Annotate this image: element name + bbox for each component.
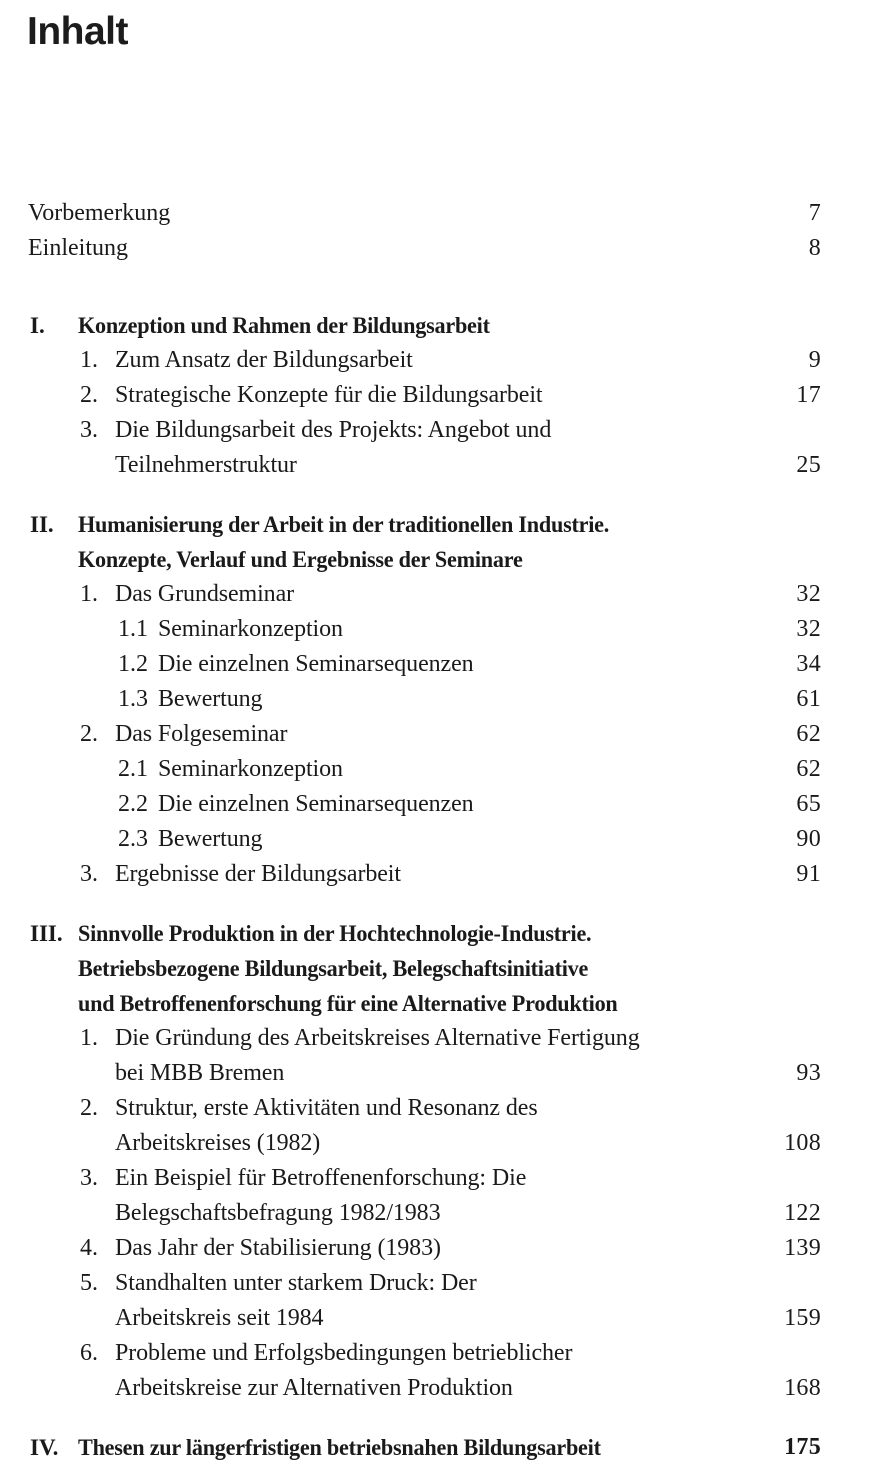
toc-entry-number: 1. — [80, 347, 98, 373]
toc-section-ii — [0, 507, 871, 892]
toc-entry-number: 2. — [80, 382, 98, 408]
toc-entry-page-number: 65 — [796, 791, 821, 817]
toc-entry-front-0[interactable] — [0, 196, 871, 231]
toc-entry-label: Bewertung — [158, 686, 263, 712]
toc-entry-page-number: 62 — [796, 756, 821, 782]
toc-entry-item-1-3[interactable] — [0, 413, 871, 448]
toc-section-heading-row[interactable] — [0, 1430, 871, 1465]
toc-entry-item-3-6[interactable] — [0, 1371, 871, 1406]
toc-entry-label: Zum Ansatz der Bildungsarbeit — [115, 347, 413, 373]
toc-section-numeral: II. — [30, 512, 54, 537]
toc-entry-item-3-6[interactable] — [0, 1336, 871, 1371]
toc-entry-number: 1.3 — [118, 686, 148, 712]
toc-entry-page-number: 122 — [784, 1200, 821, 1226]
toc-entry-front-1[interactable] — [0, 231, 871, 266]
toc-entry-page-number: 32 — [796, 581, 821, 607]
toc-entry-item-3-5[interactable] — [0, 1301, 871, 1336]
toc-section-title: Thesen zur längerfristigen betriebsnahen Bildungsarbeit — [78, 1435, 601, 1460]
toc-entry-label: Seminarkonzeption — [158, 616, 343, 642]
toc-entry-subitem-2-2[interactable] — [0, 612, 871, 647]
toc-section-title-continuation: Konzepte, Verlauf und Ergebnisse der Seminare — [78, 547, 523, 572]
toc-entry-page-number: 168 — [784, 1375, 821, 1401]
toc-section-i — [0, 308, 871, 483]
toc-section-title: Konzeption und Rahmen der Bildungsarbeit — [78, 313, 490, 338]
toc-entry-label: Probleme und Erfolgsbedingungen betrieblicher — [115, 1340, 573, 1366]
toc-entry-number: 2. — [80, 1095, 98, 1121]
toc-entry-label-continuation: Arbeitskreis seit 1984 — [115, 1305, 324, 1331]
toc-entry-label: Bewertung — [158, 826, 263, 852]
toc-entry-label: Die einzelnen Seminarsequenzen — [158, 651, 474, 677]
toc-section-title-continuation: und Betroffenenforschung für eine Alternative Produktion — [78, 991, 618, 1016]
toc-entry-label: Ein Beispiel für Betroffenenforschung: Die — [115, 1165, 527, 1191]
table-of-contents — [0, 196, 871, 1465]
toc-entry-item-1-2[interactable] — [0, 378, 871, 413]
toc-entry-number: 1.1 — [118, 616, 148, 642]
toc-section-title: Sinnvolle Produktion in der Hochtechnologie-Industrie. — [78, 921, 592, 946]
toc-section-heading-row[interactable] — [0, 507, 871, 542]
toc-entry-page-number: 90 — [796, 826, 821, 852]
front-matter-block — [0, 196, 871, 266]
toc-entry-item-1-3[interactable] — [0, 448, 871, 483]
toc-entry-label: Ergebnisse der Bildungsarbeit — [115, 861, 401, 887]
toc-entry-item-2-1[interactable] — [0, 577, 871, 612]
toc-entry-label: Das Folgeseminar — [115, 721, 288, 747]
toc-entry-number: 1. — [80, 1025, 98, 1051]
toc-section-numeral: I. — [30, 313, 45, 338]
toc-entry-label: Struktur, erste Aktivitäten und Resonanz des — [115, 1095, 538, 1121]
toc-section-numeral: III. — [30, 921, 63, 946]
toc-entry-label: Strategische Konzepte für die Bildungsarbeit — [115, 382, 543, 408]
toc-entry-page-number: 17 — [796, 382, 821, 408]
toc-entry-subitem-2-4[interactable] — [0, 682, 871, 717]
toc-entry-label-continuation: Teilnehmerstruktur — [115, 452, 297, 478]
toc-section-heading-row[interactable] — [0, 916, 871, 951]
toc-entry-label: Vorbemerkung — [28, 200, 171, 226]
toc-entry-label-continuation: bei MBB Bremen — [115, 1060, 285, 1086]
toc-entry-number: 2.3 — [118, 826, 148, 852]
toc-entry-subitem-2-7[interactable] — [0, 787, 871, 822]
toc-section-title: Humanisierung der Arbeit in der traditionellen Industrie. — [78, 512, 610, 537]
toc-entry-label: Seminarkonzeption — [158, 756, 343, 782]
toc-entry-number: 6. — [80, 1340, 98, 1366]
toc-entry-number: 3. — [80, 861, 98, 887]
toc-entry-page-number: 93 — [796, 1060, 821, 1086]
toc-entry-label-continuation: Belegschaftsbefragung 1982/1983 — [115, 1200, 441, 1226]
toc-entry-label: Die Bildungsarbeit des Projekts: Angebot und — [115, 417, 552, 443]
toc-entry-item-1-1[interactable] — [0, 343, 871, 378]
toc-section-iv — [0, 1430, 871, 1465]
toc-entry-number: 1.2 — [118, 651, 148, 677]
toc-entry-number: 3. — [80, 417, 98, 443]
toc-entry-number: 3. — [80, 1165, 98, 1191]
toc-entry-label: Die Gründung des Arbeitskreises Alternative Fertigung — [115, 1025, 640, 1051]
toc-entry-subitem-2-3[interactable] — [0, 647, 871, 682]
toc-entry-page-number: 8 — [808, 235, 821, 261]
toc-section-title-continuation: Betriebsbezogene Bildungsarbeit, Belegschaftsinitiative — [78, 956, 589, 981]
toc-entry-page-number: 108 — [784, 1130, 821, 1156]
toc-entry-label-continuation: Arbeitskreise zur Alternativen Produktion — [115, 1375, 513, 1401]
toc-entry-item-3-1[interactable] — [0, 1021, 871, 1056]
toc-entry-item-2-9[interactable] — [0, 857, 871, 892]
toc-entry-number: 2. — [80, 721, 98, 747]
toc-section-page-number: 175 — [784, 1434, 821, 1460]
toc-section-iii — [0, 916, 871, 1406]
toc-entry-subitem-2-8[interactable] — [0, 822, 871, 857]
toc-entry-label-continuation: Arbeitskreises (1982) — [115, 1130, 321, 1156]
toc-entry-page-number: 139 — [784, 1235, 821, 1261]
toc-entry-number: 4. — [80, 1235, 98, 1261]
toc-entry-number: 1. — [80, 581, 98, 607]
toc-entry-label: Einleitung — [28, 235, 128, 261]
toc-entry-page-number: 7 — [808, 200, 821, 226]
toc-section-heading-row[interactable] — [0, 542, 871, 577]
toc-section-heading-row[interactable] — [0, 951, 871, 986]
toc-section-numeral: IV. — [30, 1435, 59, 1460]
toc-entry-page-number: 32 — [796, 616, 821, 642]
toc-entry-page-number: 62 — [796, 721, 821, 747]
toc-entry-item-3-1[interactable] — [0, 1056, 871, 1091]
toc-entry-item-3-4[interactable] — [0, 1231, 871, 1266]
toc-entry-subitem-2-6[interactable] — [0, 752, 871, 787]
toc-entry-item-3-3[interactable] — [0, 1161, 871, 1196]
toc-entry-page-number: 159 — [784, 1305, 821, 1331]
toc-entry-number: 5. — [80, 1270, 98, 1296]
toc-entry-item-2-5[interactable] — [0, 717, 871, 752]
toc-entry-item-3-2[interactable] — [0, 1126, 871, 1161]
toc-section-heading-row[interactable] — [0, 308, 871, 343]
toc-entry-page-number: 61 — [796, 686, 821, 712]
toc-entry-number: 2.1 — [118, 756, 148, 782]
page-title: Inhalt — [27, 10, 128, 53]
toc-entry-item-3-2[interactable] — [0, 1091, 871, 1126]
toc-entry-page-number: 9 — [808, 347, 821, 373]
toc-entry-page-number: 34 — [796, 651, 821, 677]
toc-entry-page-number: 25 — [796, 452, 821, 478]
toc-entry-page-number: 91 — [796, 861, 821, 887]
toc-section-heading-row[interactable] — [0, 986, 871, 1021]
toc-entry-label: Die einzelnen Seminarsequenzen — [158, 791, 474, 817]
toc-entry-label: Das Grundseminar — [115, 581, 295, 607]
toc-entry-item-3-5[interactable] — [0, 1266, 871, 1301]
toc-entry-label: Das Jahr der Stabilisierung (1983) — [115, 1235, 441, 1261]
toc-entry-item-3-3[interactable] — [0, 1196, 871, 1231]
toc-entry-number: 2.2 — [118, 791, 148, 817]
toc-entry-label: Standhalten unter starkem Druck: Der — [115, 1270, 477, 1296]
